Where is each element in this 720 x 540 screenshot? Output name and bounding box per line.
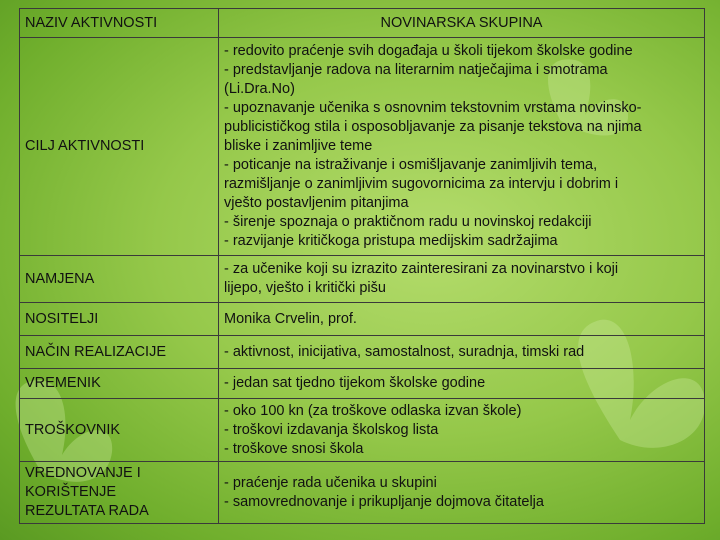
content-line: bliske i zanimljive teme — [224, 138, 373, 154]
header-right-cell: NOVINARSKA SKUPINA — [219, 9, 705, 38]
content-line: - poticanje na istraživanje i osmišljavanje zanimljivih tema, — [224, 157, 598, 173]
row-label: NOSITELJI — [20, 303, 219, 336]
content-line: - troškovi izdavanja školskog lista — [224, 421, 439, 438]
label-line: VREDNOVANJE I — [25, 465, 141, 481]
table-header-row — [20, 9, 705, 38]
row-content — [219, 462, 705, 524]
content-line: - praćenje rada učenika u skupini — [224, 474, 437, 491]
row-content — [219, 38, 705, 256]
content-line: (Li.Dra.No) — [224, 81, 295, 97]
table-row — [20, 336, 705, 369]
content-line: - oko 100 kn (za troškove odlaska izvan škole) — [224, 402, 522, 419]
content-line: - razvijanje kritičkoga pristupa medijskim sadržajima — [224, 233, 558, 249]
content-line: lijepo, vješto i kritički pišu — [224, 280, 386, 296]
content-line: - za učenike koji su izrazito zainteresirani za novinarstvo i koji — [224, 261, 619, 277]
content-line: publicističkog stila i osposobljavanje za pisanje tekstova na njima — [224, 119, 642, 135]
header-left-cell: NAZIV AKTIVNOSTI — [20, 9, 219, 38]
table-row — [20, 462, 705, 524]
label-line: REZULTATA RADA — [25, 503, 149, 519]
content-line: razmišljanje o zanimljivim sugovornicima za intervju i dobrim i — [224, 176, 619, 192]
content-line: - jedan sat tjedno tijekom školske godine — [224, 375, 486, 391]
table-row — [20, 256, 705, 303]
row-label: NAČIN REALIZACIJE — [20, 336, 219, 369]
row-label: VREMENIK — [20, 369, 219, 399]
activity-table — [19, 8, 705, 524]
row-content — [219, 256, 705, 303]
row-content — [219, 303, 705, 336]
row-content — [219, 369, 705, 399]
content-line: vješto postavljenim pitanjima — [224, 195, 409, 211]
content-line: - širenje spoznaja o praktičnom radu u novinskoj redakciji — [224, 214, 592, 230]
content-line: - upoznavanje učenika s osnovnim tekstovnim vrstama novinsko- — [224, 100, 642, 116]
row-content — [219, 336, 705, 369]
table-row — [20, 399, 705, 462]
content-line: - predstavljanje radova na literarnim natječajima i smotrama — [224, 62, 608, 78]
content-line: - aktivnost, inicijativa, samostalnost, suradnja, timski rad — [224, 343, 585, 360]
row-label: TROŠKOVNIK — [20, 399, 219, 462]
row-label: CILJ AKTIVNOSTI — [20, 38, 219, 256]
content-line: - redovito praćenje svih događaja u školi tijekom školske godine — [224, 43, 633, 59]
label-line: KORIŠTENJE — [25, 484, 117, 500]
row-label — [20, 462, 219, 524]
table-row — [20, 369, 705, 399]
table-row — [20, 38, 705, 256]
row-content — [219, 399, 705, 462]
table-row — [20, 303, 705, 336]
content-line: - troškove snosi škola — [224, 440, 364, 457]
content-line: Monika Crvelin, prof. — [224, 310, 357, 327]
content-line: - samovrednovanje i prikupljanje dojmova čitatelja — [224, 493, 544, 510]
row-label: NAMJENA — [20, 256, 219, 303]
